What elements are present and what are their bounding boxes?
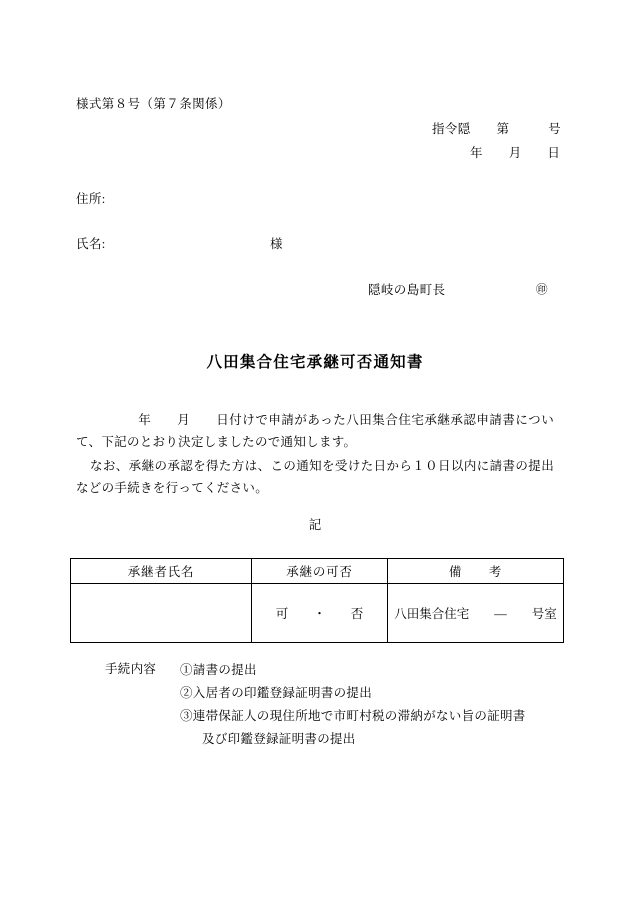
form-number: 様式第８号（第７条関係） <box>76 97 231 111</box>
list-item: ②入居者の印鑑登録証明書の提出 <box>180 686 373 700</box>
ki-mark: 記 <box>308 518 322 532</box>
table-header-row <box>71 559 564 584</box>
page-title: 八田集合住宅承継可否通知書 <box>206 354 424 371</box>
name-label: 氏名: <box>76 237 106 251</box>
table-row <box>71 584 564 643</box>
cell-successor-name <box>71 584 252 643</box>
order-number-line: 指令隠 第 号 <box>432 122 562 136</box>
cell-decision: 可 ・ 否 <box>252 584 388 643</box>
name-honorific: 様 <box>270 237 283 251</box>
issuer-name: 隠岐の島町長 <box>368 283 446 297</box>
issue-date-line: 年 月 日 <box>470 146 561 160</box>
table-header-decision: 承継の可否 <box>252 559 388 584</box>
table-header-remarks: 備 考 <box>388 559 564 584</box>
address-label: 住所: <box>76 192 106 206</box>
procedure-list <box>180 659 526 751</box>
procedure-label: 手続内容 <box>105 662 157 676</box>
paragraph-decision <box>76 409 554 453</box>
list-item: ①請書の提出 <box>180 663 257 677</box>
paragraph-decision-text: 年 月 日付けで申請があった八田集合住宅承継承認申請書について、下記のとおり決定しましたので通知します。 <box>76 413 554 449</box>
list-item: ③連帯保証人の現住所地で市町村税の滞納がない旨の証明書 <box>180 709 526 723</box>
paragraph-notice: なお、承継の承認を得た方は、この通知を受けた日から１０日以内に請書の提出などの手続きを行ってください。 <box>76 459 554 495</box>
decision-table <box>70 558 564 643</box>
seal-icon: ㊞ <box>536 284 548 296</box>
list-item: 及び印鑑登録証明書の提出 <box>202 732 356 746</box>
table-header-successor-name: 承継者氏名 <box>71 559 252 584</box>
cell-remarks: 八田集合住宅 ― 号室 <box>388 584 564 643</box>
